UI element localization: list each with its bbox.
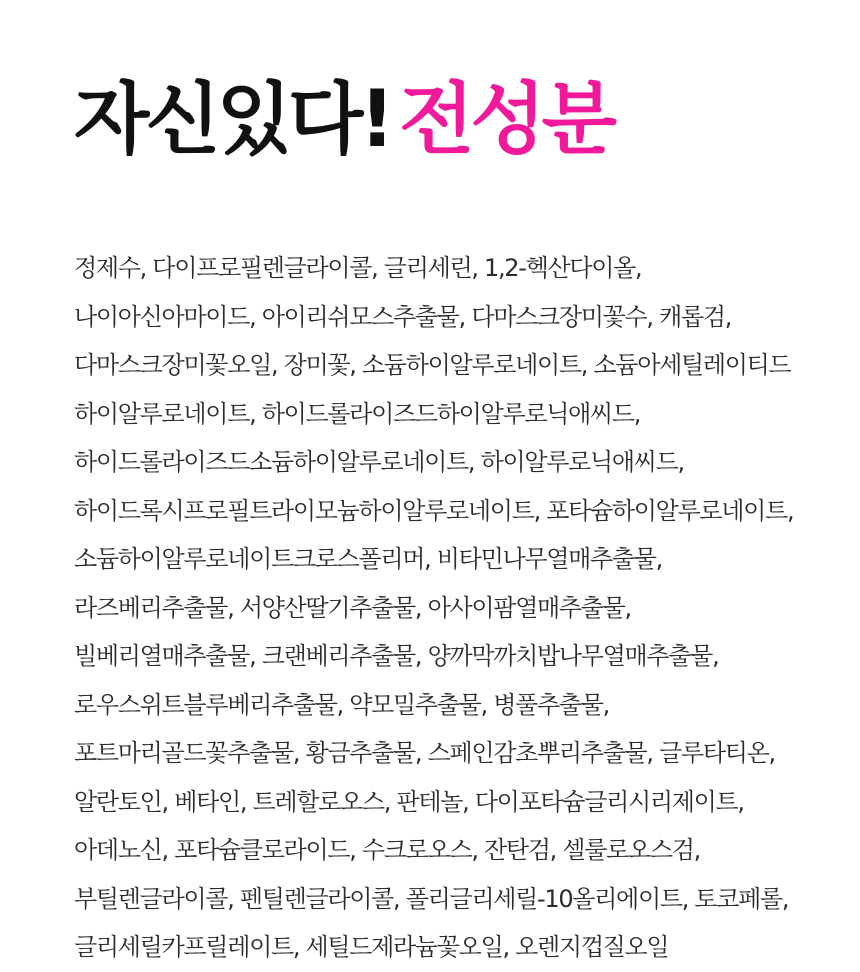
ingredients-line: 정제수, 다이프로필렌글라이콜, 글리세린, 1,2-헥산다이올, [74,254,642,282]
ingredients-line: 아데노신, 포타슘클로라이드, 수크로오스, 잔탄검, 셀룰로오스검, [74,836,700,864]
ingredients-line: 로우스위트블루베리추출물, 약모밀추출물, 병풀추출물, [74,690,609,719]
headline-main: 자신있다! [74,75,391,165]
ingredients-line: 하이알루로네이트, 하이드롤라이즈드하이알루로닉애씨드, [74,399,641,428]
ingredients-line: 소듐하이알루로네이트크로스폴리머, 비타민나무열매추출물, [74,545,662,573]
ingredients-line: 빌베리열매추출물, 크랜베리추출물, 양까막까치밥나무열매추출물, [74,642,719,670]
ingredients-line: 나이아신아마이드, 아이리쉬모스추출물, 다마스크장미꽃수, 캐롭검, [74,302,732,331]
ingredients-line: 글리세릴카프릴레이트, 세틸드제라늄꽃오일, 오렌지껍질오일 [74,933,669,961]
ingredients-list [74,244,860,972]
ingredients-line: 하이드록시프로필트라이모늄하이알루로네이트, 포타슘하이알루로네이트, [74,496,794,525]
ingredients-line: 알란토인, 베타인, 트레할로오스, 판테놀, 다이포타슘글리시리제이트, [74,787,744,816]
ingredients-line: 부틸렌글라이콜, 펜틸렌글라이콜, 폴리글리세릴-10올리에이트, 토코페롤, [74,884,789,913]
headline [74,72,613,168]
ingredients-line: 하이드롤라이즈드소듐하이알루로네이트, 하이알루로닉애씨드, [74,448,684,476]
ingredients-line: 다마스크장미꽃오일, 장미꽃, 소듐하이알루로네이트, 소듐아세틸레이티드 [74,351,791,379]
ingredients-line: 포트마리골드꽃추출물, 황금추출물, 스페인감초뿌리추출물, 글루타티온, [74,739,775,767]
ingredients-line: 라즈베리추출물, 서양산딸기추출물, 아사이팜열매추출물, [74,593,631,622]
headline-accent: 전성분 [398,75,614,165]
